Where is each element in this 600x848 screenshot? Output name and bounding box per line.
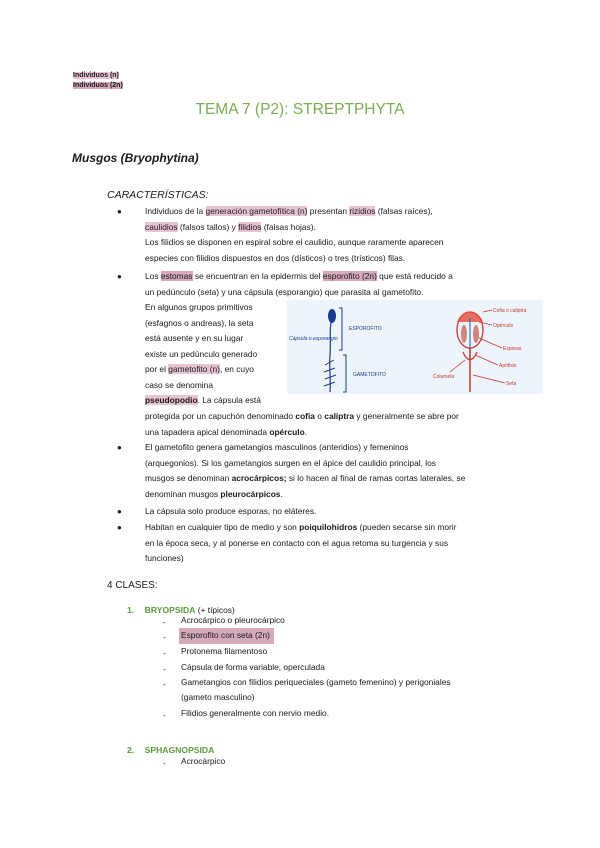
text: especies con filidios dispuestos en dos (dísticos) o tres (trísticos) filas. bbox=[145, 252, 406, 263]
text: . bbox=[304, 426, 308, 437]
text: (falsas hojas). bbox=[261, 221, 316, 232]
bullet-5 bbox=[145, 520, 555, 567]
highlight: filidios bbox=[238, 221, 262, 232]
text: Los filidios se disponen en espiral sobre el caulidio, aunque raramente aparecen bbox=[145, 237, 444, 247]
clase1-item: Cápsula de forma variable, operculada bbox=[181, 662, 325, 672]
moss-sporophyte-figure bbox=[287, 300, 543, 394]
bullet-2-top bbox=[145, 269, 545, 300]
legend-haploid-text: Individuos (n) bbox=[73, 72, 119, 79]
bold: cofia bbox=[295, 411, 315, 421]
bold: opérculo bbox=[269, 426, 305, 437]
clase1-item: Protonema filamentoso bbox=[181, 646, 268, 656]
clase-number: 2. bbox=[127, 745, 135, 755]
moss-diagram bbox=[287, 300, 543, 394]
text: (arquegonios). Si los gametangios surgen en el ápice del caulidio principal, los bbox=[145, 457, 436, 468]
clase-name: BRYOPSIDA bbox=[144, 605, 196, 615]
highlight: generación gametofítica (n) bbox=[205, 206, 308, 216]
highlight: pseudopodio bbox=[145, 395, 198, 405]
text: funciones) bbox=[145, 553, 184, 563]
label-cofia: Cofia o caliptra bbox=[493, 308, 527, 314]
label-operculo: Opérculo bbox=[493, 323, 514, 329]
highlight: esporofito (2n) bbox=[322, 271, 377, 281]
highlight: gametofito (n) bbox=[168, 364, 220, 374]
text: Individuos de la bbox=[145, 206, 206, 216]
text: . La cápsula está bbox=[197, 395, 261, 405]
text: que está reducido a bbox=[376, 271, 453, 281]
label-capsula: Cápsula o esporangio bbox=[289, 336, 338, 342]
bullet-icon: ● bbox=[117, 507, 122, 516]
section-heading: Musgos (Bryophytina) bbox=[72, 151, 199, 165]
text: (pueden secarse sin morir bbox=[357, 522, 457, 532]
text: se encuentran en la epidermis del bbox=[192, 271, 323, 281]
legend bbox=[73, 71, 123, 91]
page-title: TEMA 7 (P2): STREPTPHYTA bbox=[195, 101, 405, 118]
bullet-icon: ● bbox=[117, 207, 122, 216]
bold: pleurocárpicos bbox=[220, 488, 281, 499]
legend-diploid-text: Individuos (2n) bbox=[73, 82, 123, 89]
clase1-item: Esporofito con seta (2n) bbox=[179, 628, 274, 644]
bullet-icon: ● bbox=[117, 272, 122, 281]
text: En algunos grupos primitivos bbox=[145, 302, 253, 312]
dash-icon: - bbox=[163, 679, 166, 689]
dash-icon: - bbox=[163, 617, 166, 627]
dash-icon: - bbox=[163, 648, 166, 658]
text: Los bbox=[145, 271, 161, 281]
text: una tapadera apical denominada bbox=[145, 426, 270, 437]
clase-name: SPHAGNOPSIDA bbox=[144, 745, 215, 755]
text: si lo hacen al final de ramas cortas laterales, se bbox=[286, 473, 466, 483]
text: está ausente y en su lugar bbox=[145, 333, 244, 343]
bullet-4: La cápsula solo produce esporas, no eláteres. bbox=[145, 506, 317, 516]
bullet-3 bbox=[145, 440, 555, 502]
clase1-item: Filidios generalmente con nervio medio. bbox=[181, 708, 330, 718]
subsection-heading: CARACTERÍSTICAS: bbox=[107, 189, 209, 201]
text: Habitan en cualquier tipo de medio y son bbox=[145, 522, 300, 532]
text: presentan bbox=[307, 206, 350, 216]
text: (esfagnos o andreas), la seta bbox=[145, 317, 254, 328]
highlight: caulidios bbox=[145, 221, 178, 232]
text: protegida por un capuchón denominado bbox=[145, 411, 296, 421]
highlight: rizidios bbox=[349, 206, 376, 216]
bold: caliptra bbox=[324, 411, 355, 421]
bullet-icon: ● bbox=[117, 523, 122, 532]
legend-diploid bbox=[73, 81, 123, 91]
text: en la época seca, y al ponerse en contacto con el agua retoma su turgencia y sus bbox=[145, 537, 449, 548]
text: , en cuyo bbox=[219, 364, 254, 374]
text: . bbox=[280, 488, 283, 499]
label-columela: Columela bbox=[433, 374, 455, 380]
bullet-icon: ● bbox=[117, 443, 122, 452]
bullet-2-bottom bbox=[145, 409, 555, 440]
text: y generalmente se abre por bbox=[354, 411, 459, 421]
label-gametofito: GAMETOFITO bbox=[353, 372, 386, 378]
label-apofisis: Apófisis bbox=[499, 363, 517, 369]
bold: acrocárpicos; bbox=[231, 473, 287, 483]
clase1-item: Acrocárpico o pleurocárpico bbox=[181, 615, 285, 625]
text: (falsas raíces), bbox=[375, 206, 433, 216]
text: un pedúnculo (seta) y una cápsula (esporangio) que parasita al gametofito. bbox=[145, 286, 424, 297]
text: denominan musgos bbox=[145, 488, 221, 499]
dash-icon: - bbox=[163, 710, 166, 720]
clase-number: 1. bbox=[127, 605, 135, 615]
text: (falsos tallos) y bbox=[177, 221, 239, 232]
clases-heading: 4 CLASES: bbox=[107, 580, 158, 591]
bullet-2-wrap bbox=[145, 300, 285, 409]
dash-icon: - bbox=[163, 632, 166, 642]
text: caso se denomina bbox=[145, 379, 213, 390]
bold: poiquilohidros bbox=[299, 522, 358, 532]
clase2-item: Acrocárpico bbox=[181, 756, 226, 766]
text: por el bbox=[145, 364, 169, 374]
clase1-item: Gametangios con filidios periqueciales (gameto femenino) y perigoniales bbox=[181, 677, 451, 687]
label-esporas: Esporas bbox=[503, 346, 522, 352]
highlight: estomas bbox=[160, 271, 193, 281]
label-esporofito: ESPOROFITO bbox=[349, 326, 382, 332]
text: o bbox=[314, 411, 325, 421]
clase-extra: (+ típicos) bbox=[195, 605, 235, 615]
dash-icon: - bbox=[163, 664, 166, 674]
text: existe un pedúnculo generado bbox=[145, 348, 258, 359]
legend-haploid bbox=[73, 71, 123, 81]
bullet-1 bbox=[145, 204, 545, 266]
clase1-item: (gameto masculino) bbox=[181, 692, 255, 702]
dash-icon: - bbox=[163, 758, 166, 768]
label-seta: Seta bbox=[506, 381, 517, 387]
text: musgos se denominan bbox=[145, 473, 232, 483]
text: El gametofito genera gametangios masculinos (anteridios) y femeninos bbox=[145, 442, 409, 452]
